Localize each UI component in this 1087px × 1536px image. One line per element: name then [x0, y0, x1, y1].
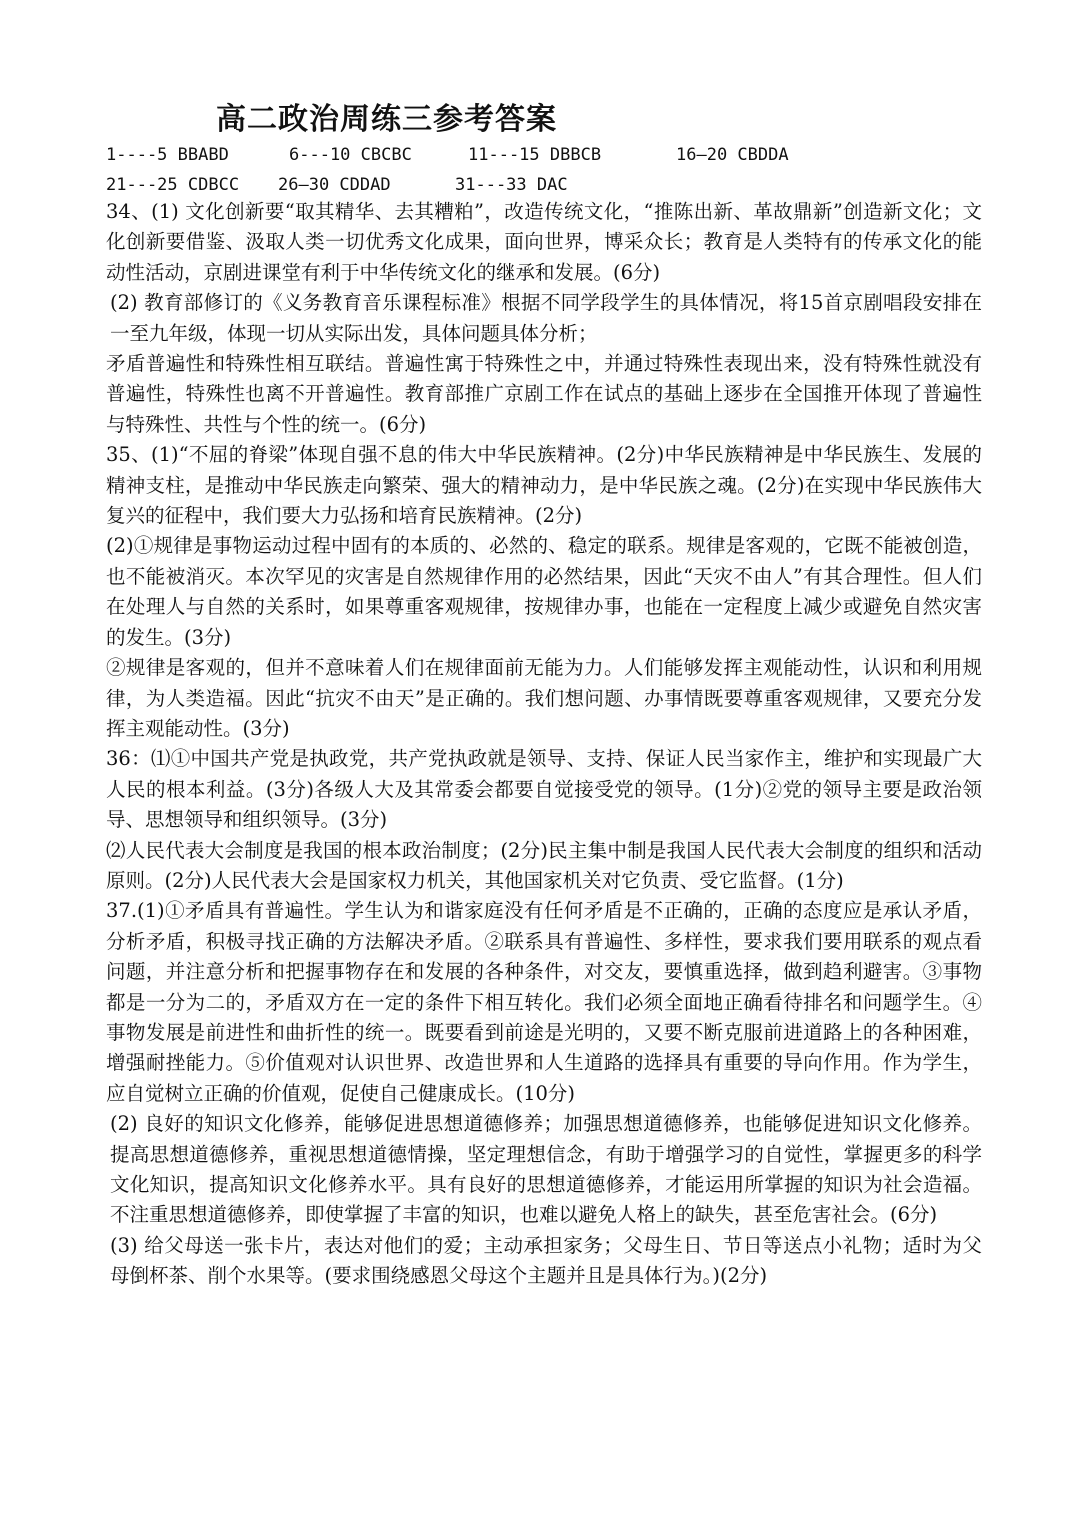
q37-part2: (2) 良好的知识文化修养，能够促进思想道德修养；加强思想道德修养，也能够促进知识文化修养。提高思想道德修养，重视思想道德情操，坚定理想信念，有助于增强学习的自觉性，掌握更多的科学文化知识，提高知识文化修养水平。具有良好的思想道德修养，才能运用所掌握的知识为社会造福。不注重思想道德修养，即使掌握了丰富的知识，也难以避免人格上的缺失，甚至危害社会。(6分): [110, 1112, 982, 1227]
q35-part2-point1: (2)①规律是事物运动过程中固有的本质的、必然的、稳定的联系。规律是客观的，它既不能被创造，也不能被消灭。本次罕见的灾害是自然规律作用的必然结果，因此“天灾不由人”有其合理性。但人们在处理人与自然的关系时，如果尊重客观规律，按规律办事，也能在一定程度上减少或避免自然灾害的发生。(3分): [106, 534, 982, 649]
answer-group: 26—30 CDDAD: [278, 175, 391, 195]
answer-group: 11---15 DBBCB: [468, 145, 602, 165]
q34-part2: (2) 教育部修订的《义务教育音乐课程标准》根据不同学段学生的具体情况，将15首京剧唱段安排在一至九年级，体现一切从实际出发，具体问题具体分析；: [110, 291, 982, 345]
answer-group: 6---10 CBCBC: [289, 145, 412, 165]
answer-group: 31---33 DAC: [455, 175, 568, 195]
q35-part2-point2: ②规律是客观的，但并不意味着人们在规律面前无能为力。人们能够发挥主观能动性，认识和利用规律，为人类造福。因此“抗灾不由天”是正确的。我们想问题、办事情既要尊重客观规律，又要充分发挥主观能动性。(3分): [106, 656, 982, 740]
q37-part1: 37.(1)①矛盾具有普遍性。学生认为和谐家庭没有任何矛盾是不正确的，正确的态度应是承认矛盾，分析矛盾，积极寻找正确的方法解决矛盾。②联系具有普遍性、多样性，要求我们要用联系的观点看问题，并注意分析和把握事物存在和发展的各种条件，对交友，要慎重选择，做到趋利避害。③事物都是一分为二的，矛盾双方在一定的条件下相互转化。我们必须全面地正确看待排名和问题学生。④事物发展是前进性和曲折性的统一。既要看到前途是光明的，又要不断克服前进道路上的各种困难，增强耐挫能力。⑤价值观对认识世界、改造世界和人生道路的选择具有重要的导向作用。作为学生，应自觉树立正确的价值观，促使自己健康成长。(10分): [106, 899, 982, 1105]
q36-part2: ⑵人民代表大会制度是我国的根本政治制度；(2分)民主集中制是我国人民代表大会制度的组织和活动原则。(2分)人民代表大会是国家权力机关，其他国家机关对它负责、受它监督。(1分): [106, 838, 982, 892]
q34-part1: 34、(1) 文化创新要“取其精华、去其糟粕”，改造传统文化，“推陈出新、革故鼎新”创造新文化；文化创新要借鉴、汲取人类一切优秀文化成果，面向世界，博采众长；教育是人类特有的传承文化的能动性活动，京剧进课堂有利于中华传统文化的继承和发展。(6分): [106, 200, 982, 284]
q37-part3: (3) 给父母送一张卡片，表达对他们的爱；主动承担家务；父母生日、节日等送点小礼物；适时为父母倒杯茶、削个水果等。(要求围绕感恩父母这个主题并且是具体行为。)(2分): [110, 1233, 982, 1288]
answer-explanations: [106, 197, 982, 1292]
answer-group: 16—20 CBDDA: [676, 145, 789, 165]
answer-group: 1----5 BBABD: [106, 145, 229, 165]
q36-part1: 36：⑴①中国共产党是执政党，共产党执政就是领导、支持、保证人民当家作主，维护和实现最广大人民的根本利益。(3分)各级人大及其常委会都要自觉接受党的领导。(1分)②党的领导主要是政治领导、思想领导和组织领导。(3分): [106, 747, 982, 832]
q34-part2-continued: 矛盾普遍性和特殊性相互联结。普遍性寓于特殊性之中，并通过特殊性表现出来，没有特殊性就没有普遍性，特殊性也离不开普遍性。教育部推广京剧工作在试点的基础上逐步在全国推开体现了普遍性与特殊性、共性与个性的统一。(6分): [106, 352, 982, 436]
answer-group: 21---25 CDBCC: [106, 175, 240, 195]
document-title: 高二政治周练三参考答案: [216, 102, 557, 137]
q35-part1: 35、(1)“不屈的脊梁”体现自强不息的伟大中华民族精神。(2分)中华民族精神是中华民族生、发展的精神支柱，是推动中华民族走向繁荣、强大的精神动力，是中华民族之魂。(2分)在实现中华民族伟大复兴的征程中，我们要大力弘扬和培育民族精神。(2分): [106, 443, 982, 528]
